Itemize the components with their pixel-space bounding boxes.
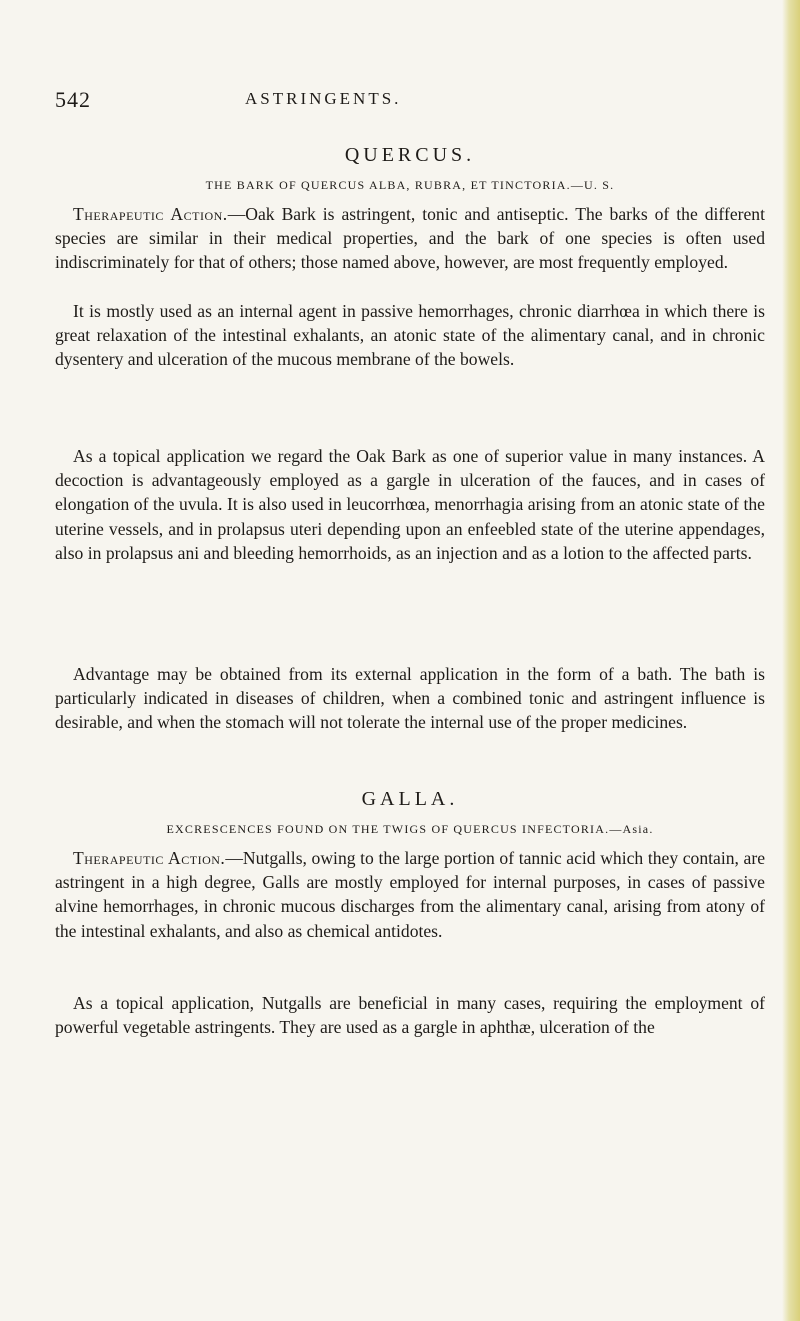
- paragraph: [55, 299, 765, 372]
- paragraph: [55, 991, 765, 1039]
- paragraph: [55, 444, 765, 565]
- paragraph-lead: Therapeutic Action.: [73, 204, 228, 224]
- page-number: 542: [55, 87, 91, 112]
- paragraph-text: —Oak Bark is astringent, tonic and antiseptic. The barks of the different species are similar in their medical properties, and the bark of one species is often used indiscriminately for that of others; those named above, however, are most frequently employed.: [55, 204, 765, 273]
- running-title: ASTRINGENTS.: [245, 89, 402, 108]
- page-edge-stain: [782, 0, 800, 1321]
- section-subtitle-quercus: THE BARK OF QUERCUS ALBA, RUBRA, ET TINCTORIA.—U. S.: [205, 178, 615, 192]
- paragraph: [55, 202, 765, 275]
- paragraph-text: As a topical application we regard the Oak Bark as one of superior value in many instances. A decoction is advantageously employed as a gargle in ulceration of the fauces, and in cases of elongation of the uvula. It is also used in leucorrhœa, menorrhagia arising from an atonic state of the uterine vessels, and in prolapsus uteri depending upon an enfeebled state of the uterine appendages, also in prolapsus ani and bleeding hemorrhoids, as an injection and as a lotion to the affected parts.: [55, 446, 765, 563]
- running-head: [55, 87, 755, 111]
- paragraph-text: It is mostly used as an internal agent in passive hemorrhages, chronic diarrhœa in which there is great relaxation of the intestinal exhalants, an atonic state of the alimentary canal, and in chronic dysentery and ulceration of the mucous membrane of the bowels.: [55, 301, 765, 370]
- paragraph-lead: Therapeutic Action.: [73, 848, 226, 868]
- paragraph-text: Advantage may be obtained from its external application in the form of a bath. The bath is particularly indicated in diseases of children, when a combined tonic and astringent influence is desirable, and when the stomach will not tolerate the internal use of the proper medicines.: [55, 664, 765, 733]
- paragraph-text: As a topical application, Nutgalls are beneficial in many cases, requiring the employment of powerful vegetable astringents. They are used as a gargle in aphthæ, ulceration of the: [55, 993, 765, 1038]
- section-title-galla: GALLA.: [361, 788, 459, 810]
- paragraph: [55, 662, 765, 735]
- paragraph-text: —Nutgalls, owing to the large portion of tannic acid which they contain, are astringent in a high degree, Galls are mostly employed for internal purposes, in cases of passive alvine hemorrhages, in chronic mucous discharges from the alimentary canal, arising from atony of the intestinal exhalants, and also as chemical antidotes.: [55, 848, 765, 941]
- section-subtitle-galla: EXCRESCENCES FOUND ON THE TWIGS OF QUERCUS INFECTORIA.—Asia.: [166, 822, 654, 836]
- paragraph: [55, 846, 765, 943]
- section-title-quercus: QUERCUS.: [344, 144, 476, 166]
